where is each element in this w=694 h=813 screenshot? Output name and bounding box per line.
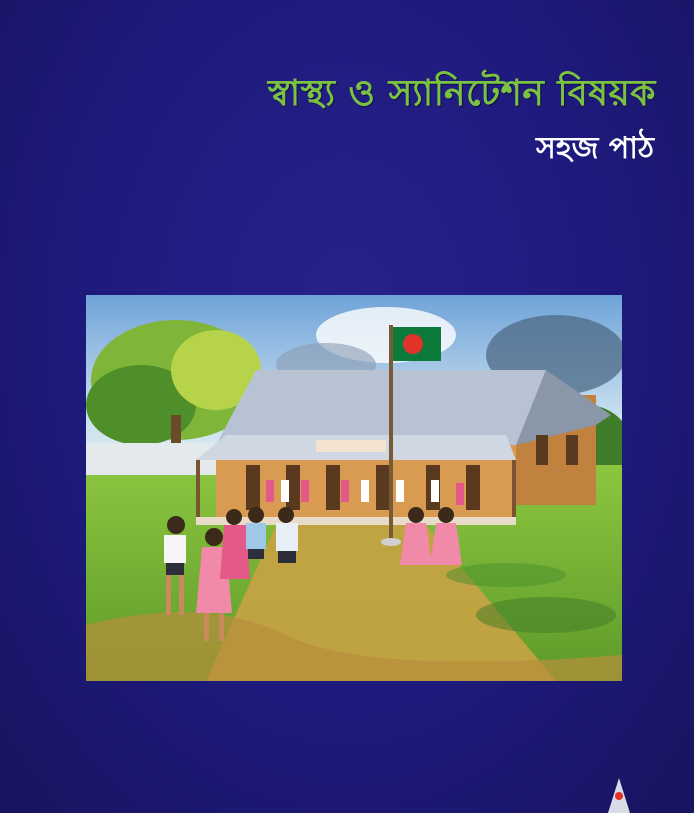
cover-subtitle: সহজ পাঠ xyxy=(536,131,654,166)
school-scene-illustration xyxy=(86,295,622,681)
school-roof xyxy=(216,370,546,445)
publisher-logo-icon xyxy=(604,776,634,813)
cover-title: স্বাস্থ্য ও স্যানিটেশন বিষয়ক xyxy=(267,73,656,114)
flag-pole xyxy=(389,325,393,540)
veranda-floor xyxy=(196,517,516,525)
